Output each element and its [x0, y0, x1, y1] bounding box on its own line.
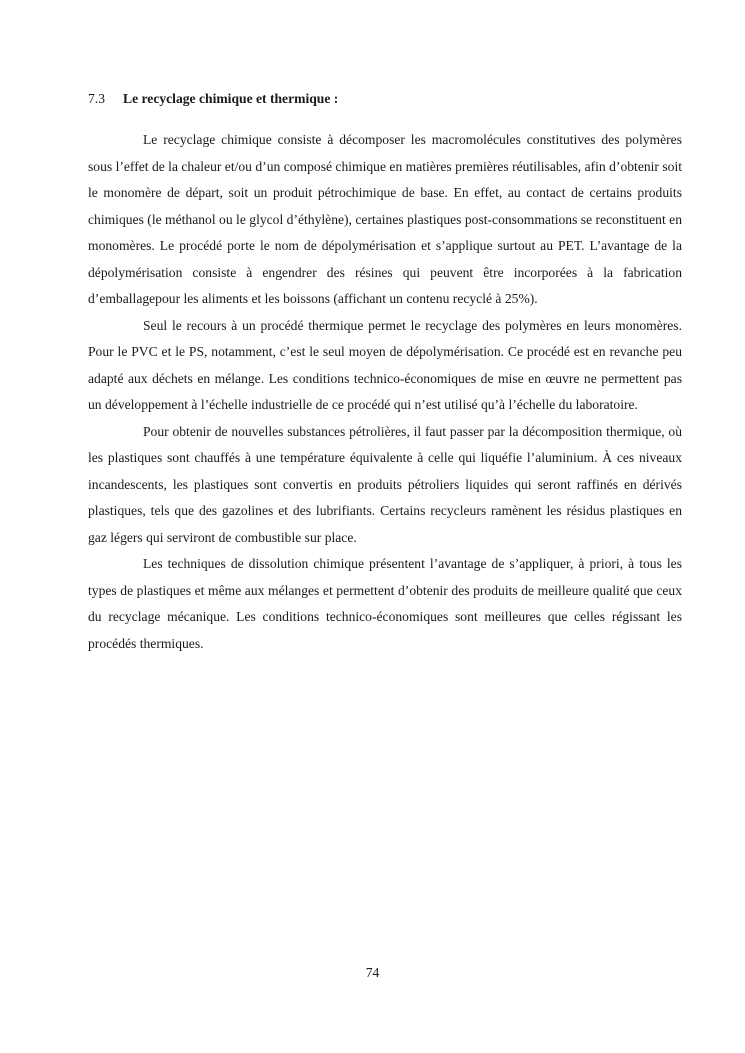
paragraph-chemical-dissolution: Les techniques de dissolution chimique présentent l’avantage de s’appliquer, à priori, à tous les types de plastiques et même aux mélanges et permettent d’obtenir des produits de meilleure qualité que ceux du recyclage mécanique. Les conditions technico-économiques sont meilleures que celles régissant les procédés thermiques.: [88, 556, 682, 651]
paragraph-chemical-recycling: Le recyclage chimique consiste à décomposer les macromolécules constitutives des polymères sous l’effet de la chaleur et/ou d’un composé chimique en matières premières réutilisables, afin d’obtenir soit le monomère de départ, soit un produit pétrochimique de base. En effet, au contact de certains produits chimiques (le méthanol ou le glycol d’éthylène), certaines plastiques post-consommations se reconstituent en monomères. Le procédé porte le nom de dépolymérisation et s’applique surtout au PET. L’avantage de la dépolymérisation consiste à engendrer des résines qui peuvent être incorporées à la fabrication d’emballagepour les aliments et les boissons (affichant un contenu recyclé à 25%).: [88, 132, 682, 306]
paragraph-thermal-decomposition: Pour obtenir de nouvelles substances pétrolières, il faut passer par la décomposition thermique, où les plastiques sont chauffés à une température équivalente à celle qui liquéfie l’aluminium. À ces niveaux incandescents, les plastiques sont convertis en produits pétroliers liquides qui seront raffinés en dérivés plastiques, tels que des gazolines et des lubrifiants. Certains recycleurs ramènent les résidus plastiques en gaz légers qui serviront de combustible sur place.: [88, 423, 682, 545]
paragraph-thermal-process: Seul le recours à un procédé thermique permet le recyclage des polymères en leurs monomères. Pour le PVC et le PS, notamment, c’est le seul moyen de dépolymérisation. Ce procédé est en revanche peu adapté aux déchets en mélange. Les conditions technico-économiques de mise en œuvre ne permettent pas un développement à l’échelle industrielle de ce procédé qui n’est utilisé qu’à l’échelle du laboratoire.: [88, 317, 682, 412]
section-title: Le recyclage chimique et thermique :: [123, 91, 339, 106]
section-number: 7.3: [88, 91, 105, 106]
section-body: [88, 127, 682, 657]
page-number: 74: [365, 965, 380, 980]
section-heading: [88, 90, 338, 108]
